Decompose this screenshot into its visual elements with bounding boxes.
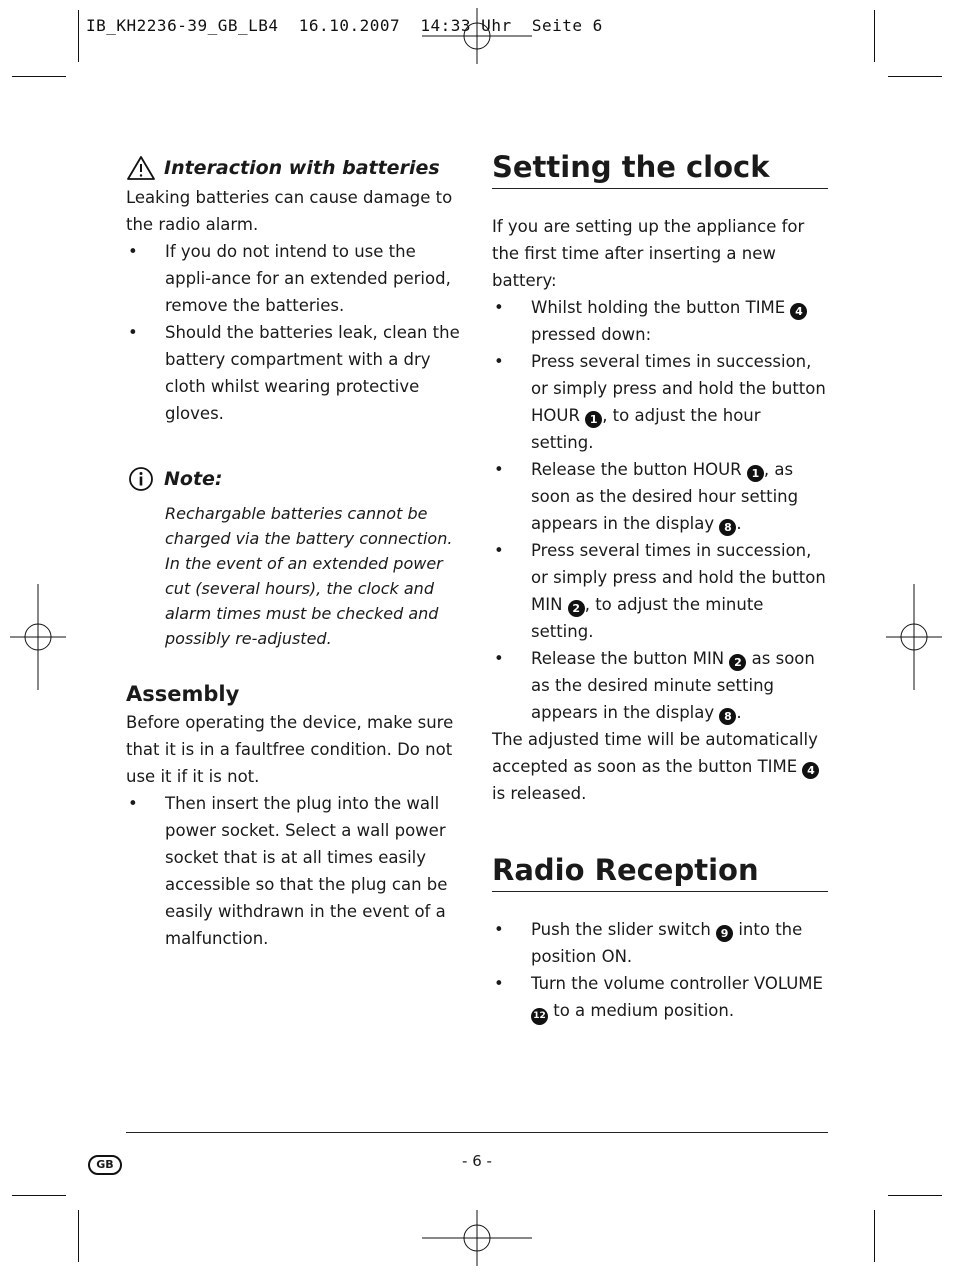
warning-icon xyxy=(126,155,156,181)
volume-number-icon: 12 xyxy=(531,1008,548,1025)
page-number: - 6 - xyxy=(462,1152,492,1170)
list-item-text: Press several times in succession, or simply press and hold the button MIN xyxy=(531,541,826,614)
registration-mark-top xyxy=(422,8,532,64)
left-column xyxy=(126,152,466,952)
note-heading xyxy=(126,463,466,495)
list-item-text: Press several times in succession, or simply press and hold the button HOUR xyxy=(531,352,826,425)
list-item-text: into the position ON. xyxy=(531,920,803,966)
min-button-number-icon: 2 xyxy=(729,654,746,671)
list-item xyxy=(126,238,466,319)
note-text: Rechargable batteries cannot be charged via the battery connection. In the event of an extended power cut (several hours), the clock and alarm times must be checked and possibly re-adjusted. xyxy=(165,504,453,648)
radio-bullet-list xyxy=(492,916,828,1025)
bullet-glyph: • xyxy=(128,794,138,813)
list-item-text: Release the button MIN xyxy=(531,649,725,668)
display-number-icon: 8 xyxy=(719,708,736,725)
list-item-text: Then insert the plug into the wall power socket. Select a wall power socket that is at all times easily accessible so that the plug can be easily withdrawn in the event of a malfunction. xyxy=(165,794,448,948)
footer-divider xyxy=(126,1132,828,1133)
bullet-glyph: • xyxy=(128,242,138,261)
clock-outro-text: is released. xyxy=(492,784,587,803)
note-heading-text: Note: xyxy=(164,468,223,490)
list-item-text: , to adjust the minute setting. xyxy=(531,595,764,641)
batteries-heading xyxy=(126,152,466,184)
list-item-text: Whilst holding the button TIME xyxy=(531,298,786,317)
clock-outro-text: The adjusted time will be automatically accepted as soon as the button TIME xyxy=(492,730,818,776)
bullet-glyph: • xyxy=(494,460,504,479)
bullet-glyph: • xyxy=(494,920,504,939)
assembly-intro: Before operating the device, make sure that it is in a faultfree condition. Do not use it if it is not. xyxy=(126,713,454,786)
slider-switch-number-icon: 9 xyxy=(716,925,733,942)
bullet-glyph: • xyxy=(494,974,504,993)
list-item xyxy=(126,790,466,952)
crop-mark xyxy=(12,76,66,77)
bullet-glyph: • xyxy=(494,298,504,317)
list-item-text: Should the batteries leak, clean the battery compartment with a dry cloth whilst wearing protective gloves. xyxy=(165,323,460,423)
assembly-bullet-list xyxy=(126,790,466,952)
crop-mark xyxy=(12,1195,66,1196)
bullet-glyph: • xyxy=(494,352,504,371)
assembly-heading: Assembly xyxy=(126,682,240,706)
bullet-glyph: • xyxy=(494,649,504,668)
list-item xyxy=(492,537,828,645)
list-item-text: . xyxy=(736,514,742,533)
list-item-text: pressed down: xyxy=(531,325,652,344)
hour-button-number-icon: 1 xyxy=(585,411,602,428)
batteries-bullet-list xyxy=(126,238,466,427)
batteries-intro: Leaking batteries can cause damage to the radio alarm. xyxy=(126,188,453,234)
language-badge: GB xyxy=(88,1155,122,1175)
clock-intro: If you are setting up the appliance for the first time after inserting a new battery: xyxy=(492,217,805,290)
list-item-text: to a medium position. xyxy=(553,1001,735,1020)
list-item xyxy=(492,970,828,1025)
time-button-number-icon: 4 xyxy=(790,303,807,320)
registration-mark-right xyxy=(886,584,942,690)
list-item-text: . xyxy=(736,703,742,722)
list-item xyxy=(492,348,828,456)
batteries-heading-text: Interaction with batteries xyxy=(164,157,440,179)
crop-mark xyxy=(78,1210,79,1262)
print-header: IB_KH2236-39_GB_LB4 16.10.2007 14:33 Uhr Seite 6 xyxy=(86,16,603,35)
list-item-text: , to adjust the hour setting. xyxy=(531,406,761,452)
list-item-text: as soon as the desired minute setting appears in the display xyxy=(531,649,815,722)
radio-reception-heading: Radio Reception xyxy=(492,851,828,892)
list-item xyxy=(492,645,828,726)
registration-mark-bottom xyxy=(422,1210,532,1266)
clock-outro xyxy=(492,726,828,807)
list-item-text: Release the button HOUR xyxy=(531,460,742,479)
bullet-glyph: • xyxy=(494,541,504,560)
clock-bullet-list xyxy=(492,294,828,726)
crop-mark xyxy=(874,10,875,62)
bullet-glyph: • xyxy=(128,323,138,342)
list-item-text: Push the slider switch xyxy=(531,920,711,939)
list-item xyxy=(492,456,828,537)
list-item xyxy=(492,916,828,970)
time-button-number-icon: 4 xyxy=(802,762,819,779)
hour-button-number-icon: 1 xyxy=(747,465,764,482)
info-icon xyxy=(126,466,156,492)
crop-mark xyxy=(874,1210,875,1262)
min-button-number-icon: 2 xyxy=(568,600,585,617)
crop-mark xyxy=(888,1195,942,1196)
crop-mark xyxy=(78,10,79,62)
list-item-text: Turn the volume controller VOLUME xyxy=(531,974,823,993)
registration-mark-left xyxy=(10,584,66,690)
setting-clock-heading: Setting the clock xyxy=(492,148,828,189)
display-number-icon: 8 xyxy=(719,519,736,536)
list-item xyxy=(492,294,828,348)
right-column xyxy=(492,148,828,1025)
list-item-text: , as soon as the desired hour setting appears in the display xyxy=(531,460,799,533)
crop-mark xyxy=(888,76,942,77)
list-item-text: If you do not intend to use the appli-ance for an extended period, remove the batteries. xyxy=(165,242,451,315)
list-item xyxy=(126,319,466,427)
